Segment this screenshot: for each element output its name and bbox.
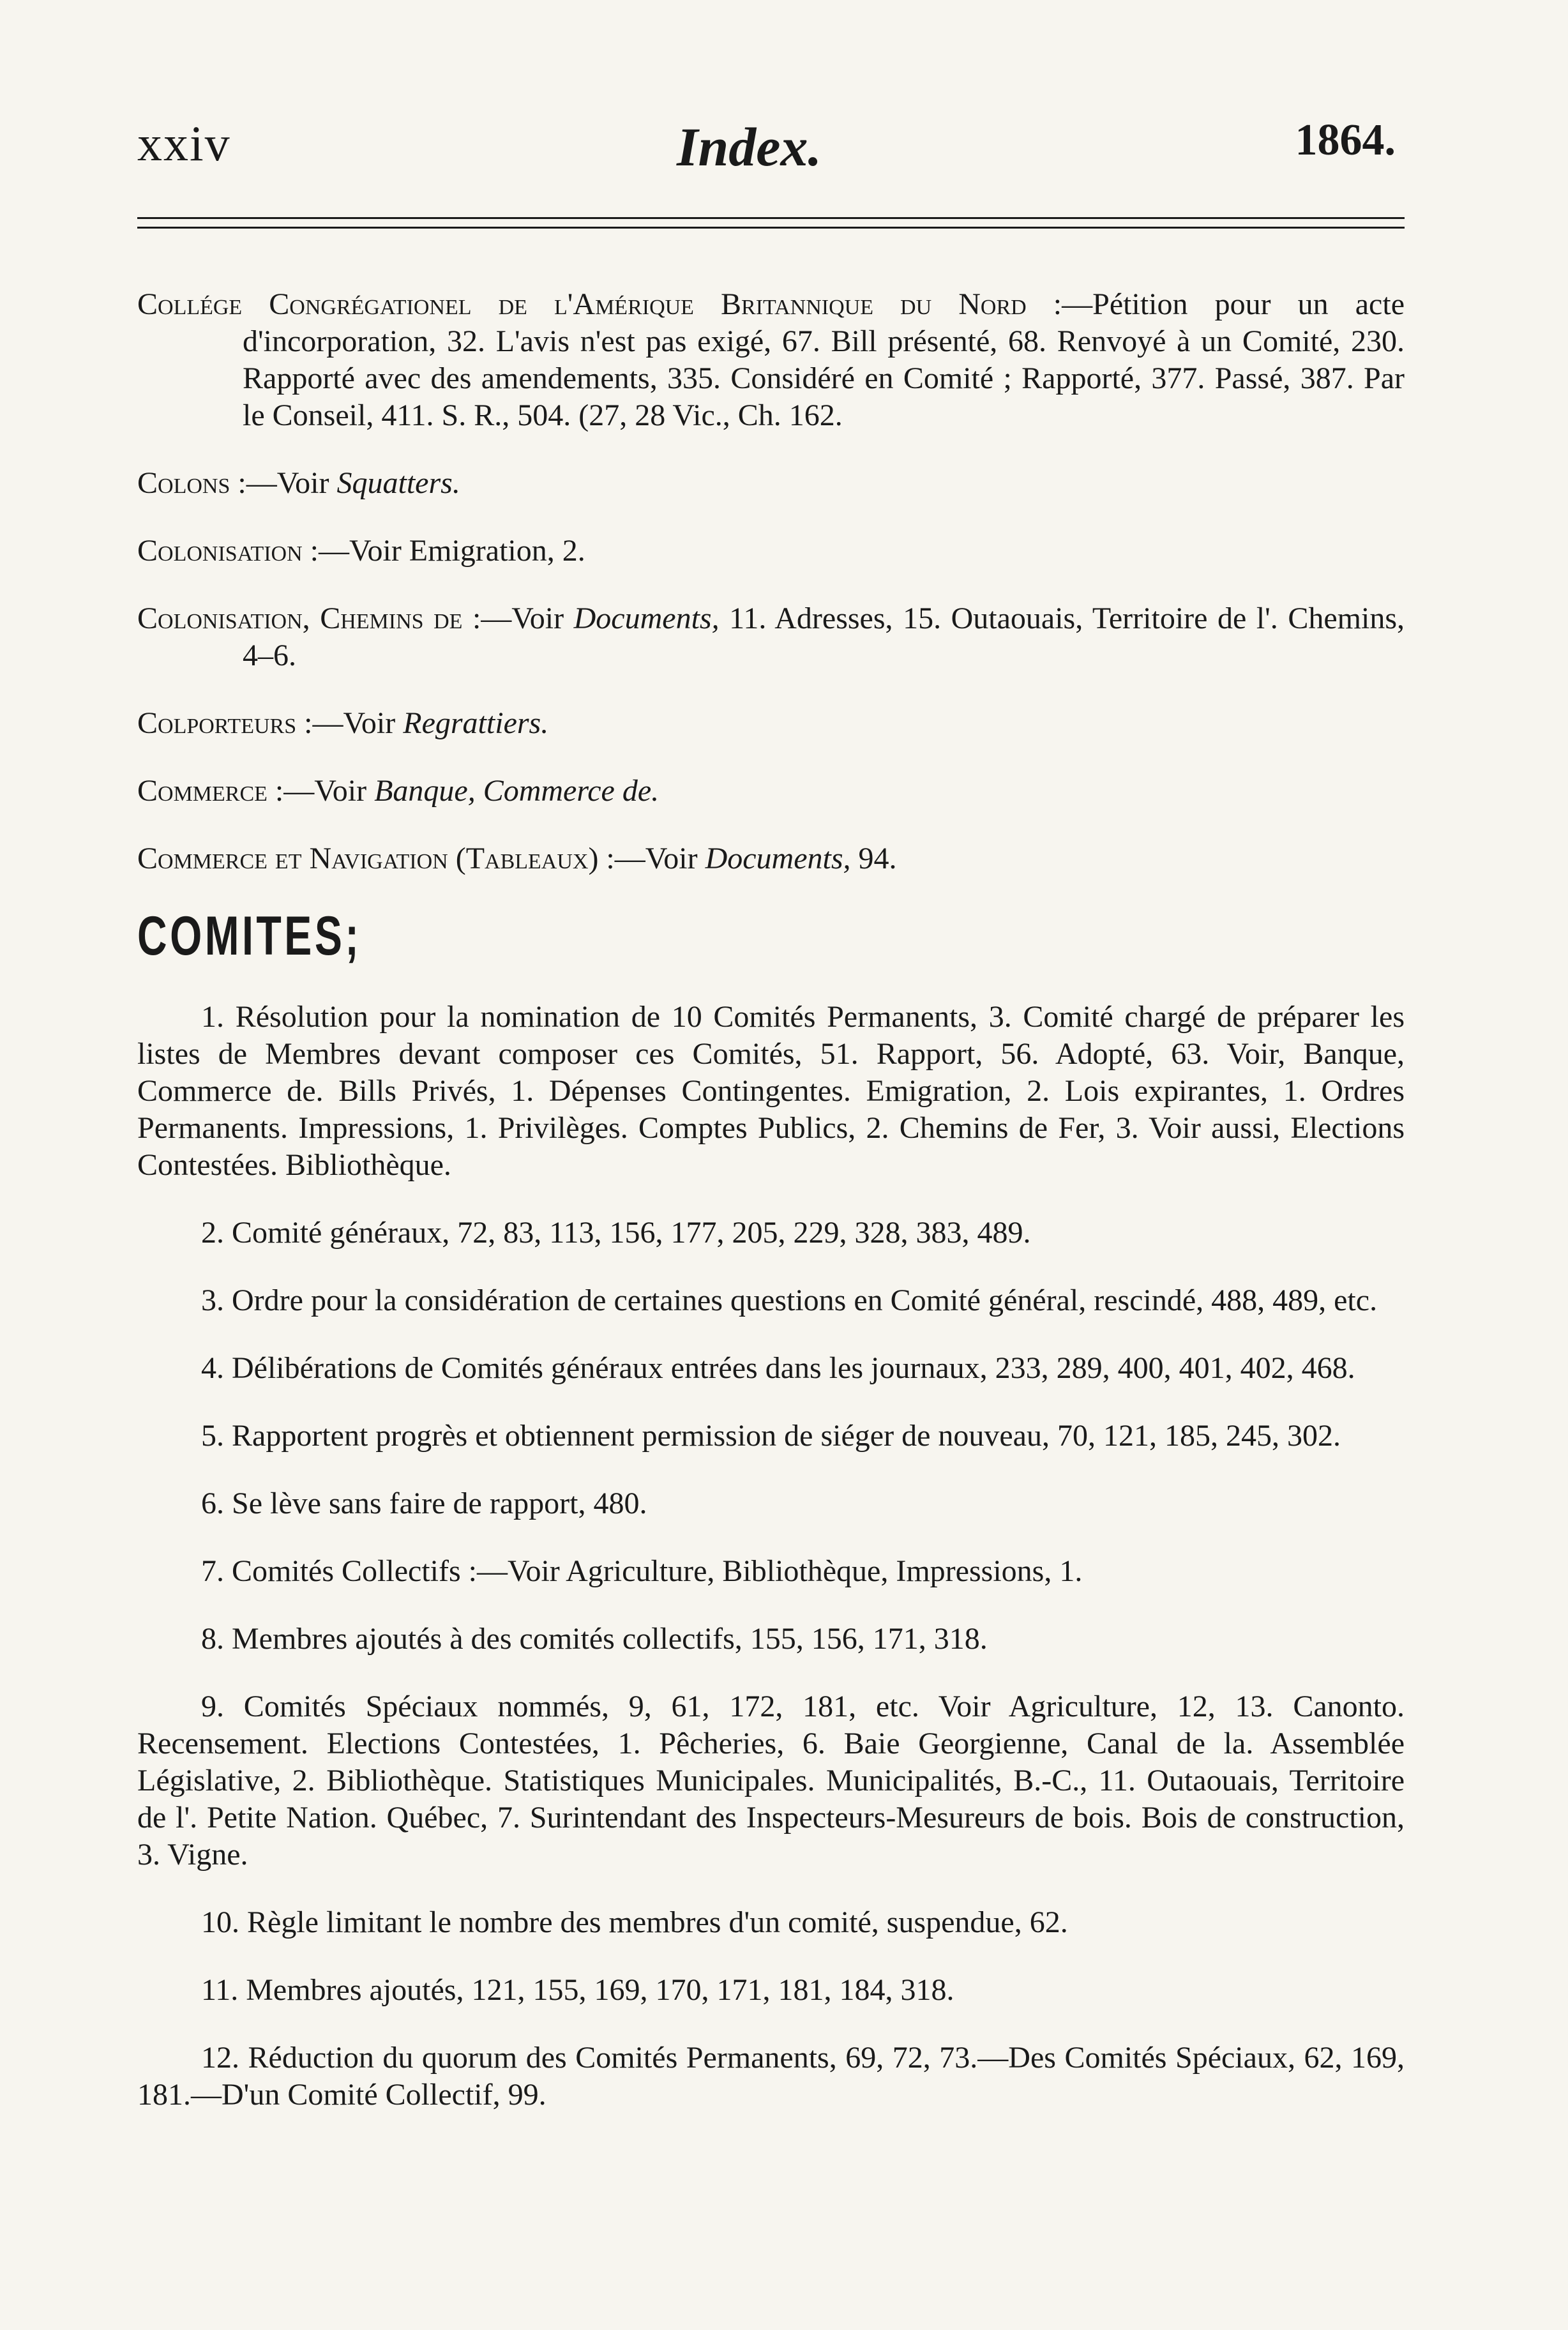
item-text: Délibérations de Comités généraux entrées dans les journaux, 233, 289, 400, 401, 402, 468. [232,1351,1355,1385]
entry-body: —Voir Emigration, 2. [319,534,585,568]
entry-tail: 94. [850,842,897,875]
entry-body: —Pétition pour un acte d'incorporation, 32. L'avis n'est pas exigé, 67. Bill présenté, 68. Renvoyé à un Comité, 230. Rapporté avec des amendements, 335. Considéré en Comité ; Rapporté, 377. Passé, 387. Par le Conseil, 411. S. R., 504. (27, 28 Vic., Ch. 162. [243,287,1405,432]
item-number: 8. [201,1622,224,1656]
entry-body: —Voir [481,601,574,635]
item-text: Membres ajoutés, 121, 155, 169, 170, 171, 181, 184, 318. [246,1973,954,2007]
entry-heading: Colonisation : [137,534,319,568]
index-entry [137,600,1405,674]
entry-body: —Voir [312,706,403,740]
entry-body: —Voir [246,466,337,500]
item-number: 5. [201,1419,224,1453]
numbered-item [137,1282,1405,1319]
numbered-item [137,1972,1405,2009]
folio-left: xxiv [137,116,231,171]
index-entry [137,286,1405,434]
item-text: Règle limitant le nombre des membres d'un comité, suspendue, 62. [247,1905,1068,1939]
item-text: Comités Spéciaux nommés, 9, 61, 172, 181, etc. Voir Agriculture, 12, 13. Canonto. Recensement. Elections Contestées, 1. Pêcheries, 6. Baie Georgienne, Canal de la. Assemblée Législative, 2. Bibliothèque. Statistiques Municipales. Municipalités, B.-C., 11. Outaouais, Territoire de l'. Petite Nation. Québec, 7. Surintendant des Inspecteurs-Mesureurs de bois. Bois de construction, 3. Vigne. [137,1690,1405,1872]
entry-heading: Colons : [137,466,246,500]
item-number: 11. [201,1973,239,2007]
entry-reference: Regrattiers. [403,706,549,740]
running-head [0,115,1568,192]
item-text: Comités Collectifs :—Voir Agriculture, Bibliothèque, Impressions, 1. [232,1554,1083,1588]
numbered-item [137,1621,1405,1658]
entry-heading: Colporteurs : [137,706,313,740]
item-number: 6. [201,1487,224,1520]
numbered-item [137,1688,1405,1873]
entry-body: —Voir [283,774,375,808]
item-number: 7. [201,1554,224,1588]
index-entry [137,773,1405,810]
item-number: 1. [201,1000,224,1034]
entry-tail: 11. Adresses, 15. Outaouais, Territoire de l'. Chemins, 4–6. [243,601,1405,672]
entry-heading: Commerce et Navigation (Tableaux) : [137,842,615,875]
numbered-item [137,999,1405,1184]
item-number: 10. [201,1905,239,1939]
item-number: 4. [201,1351,224,1385]
entry-heading: Colonisation, Chemins de : [137,601,481,635]
numbered-item [137,1485,1405,1522]
entry-reference: Documents, [705,842,851,875]
item-text: Membres ajoutés à des comités collectifs, 155, 156, 171, 318. [232,1622,988,1656]
item-text: Se lève sans faire de rapport, 480. [232,1487,647,1520]
section-heading: COMITES; [137,905,362,967]
item-text: Rapportent progrès et obtiennent permission de siéger de nouveau, 70, 121, 185, 245, 302. [232,1419,1341,1453]
index-entry [137,705,1405,742]
entry-body: —Voir [614,842,705,875]
item-text: Comité généraux, 72, 83, 113, 156, 177, 205, 229, 328, 383, 489. [232,1216,1031,1250]
item-number: 3. [201,1283,224,1317]
entry-reference: Squatters. [336,466,460,500]
numbered-item [137,1418,1405,1455]
header-rule-top [137,217,1405,219]
index-entry [137,840,1405,877]
numbered-item [137,1214,1405,1252]
entry-reference: Banque, Commerce de. [374,774,660,808]
index-entry [137,465,1405,502]
numbered-item [137,1350,1405,1387]
item-number: 9. [201,1690,224,1723]
numbered-item [137,2039,1405,2114]
index-entry [137,533,1405,570]
numbered-item [137,1553,1405,1590]
year: 1864. [1295,116,1396,165]
entry-heading: Commerce : [137,774,284,808]
entry-reference: Documents, [573,601,720,635]
numbered-item [137,1904,1405,1941]
item-text: Résolution pour la nomination de 10 Comités Permanents, 3. Comité chargé de préparer les listes de Membres devant composer ces Comités, 51. Rapport, 56. Adopté, 63. Voir, Banque, Commerce de. Bills Privés, 1. Dépenses Contingentes. Emigration, 2. Lois expirantes, 1. Ordres Permanents. Impressions, 1. Privilèges. Comptes Publics, 2. Chemins de Fer, 3. Voir aussi, Elections Contestées. Bibliothèque. [137,1000,1405,1182]
item-number: 12. [201,2041,239,2075]
item-number: 2. [201,1216,224,1250]
entry-heading: Collége Congrégationel de l'Amérique Britannique du Nord : [137,287,1062,321]
page-title: Index. [677,116,822,178]
item-text: Réduction du quorum des Comités Permanents, 69, 72, 73.—Des Comités Spéciaux, 62, 169, 181.—D'un Comité Collectif, 99. [137,2041,1405,2112]
item-text: Ordre pour la considération de certaines questions en Comité général, rescindé, 488, 489, etc. [232,1283,1378,1317]
index-content [137,255,1405,2139]
header-rule-bottom [137,227,1405,229]
